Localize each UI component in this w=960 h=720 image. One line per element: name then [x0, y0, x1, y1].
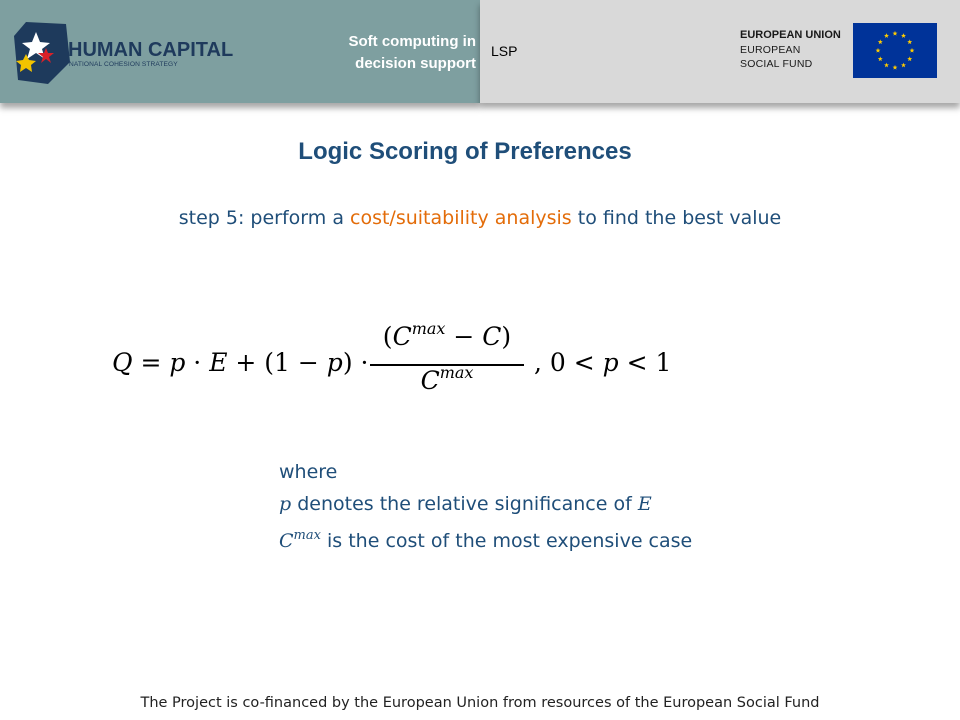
e-symbol: E — [637, 493, 652, 515]
formula-numerator: $(C^{max} - C)$ — [382, 319, 512, 351]
formula-lhs: Q = p · E + (1 − p) · — [112, 348, 369, 377]
p-definition — [279, 488, 692, 520]
formula-rhs: , 0 < p < 1 — [534, 348, 672, 377]
where-block — [279, 456, 692, 557]
p-symbol: p — [279, 493, 292, 515]
course-title-line2: decision support — [355, 55, 476, 72]
logo-title: HUMAN CAPITAL — [68, 39, 234, 61]
eu-line1: EUROPEAN UNION — [740, 29, 841, 41]
eu-flag-icon — [853, 23, 937, 78]
step-suffix: to find the best value — [571, 207, 782, 229]
header-right-band — [480, 0, 960, 103]
cmax-sup: max — [293, 528, 321, 543]
header-left-band — [0, 0, 480, 103]
slide-title: Logic Scoring of Preferences — [298, 138, 632, 165]
step-description — [0, 207, 960, 229]
cmax-text: is the cost of the most expensive case — [320, 530, 693, 552]
section-label: LSP — [491, 43, 518, 59]
cmax-definition — [279, 520, 692, 557]
course-title-line1: Soft computing in — [348, 33, 476, 50]
step-highlight: cost/suitability analysis — [350, 207, 572, 229]
p-text: denotes the relative significance of — [291, 493, 638, 515]
step-prefix: step 5: perform a — [178, 207, 351, 229]
logo-subtitle: NATIONAL COHESION STRATEGY — [69, 61, 178, 68]
formula-denominator: $C^{max}$ — [420, 363, 474, 395]
human-capital-logo-icon — [12, 22, 72, 84]
footer-text: The Project is co-financed by the European Union from resources of the European Social Fund — [140, 695, 820, 711]
cmax-symbol: C — [279, 530, 294, 552]
eu-line2: EUROPEAN — [740, 43, 801, 56]
eu-text-block — [740, 28, 846, 72]
eu-line3: SOCIAL FUND — [740, 58, 813, 70]
where-label: where — [279, 461, 338, 483]
course-title — [296, 31, 476, 75]
